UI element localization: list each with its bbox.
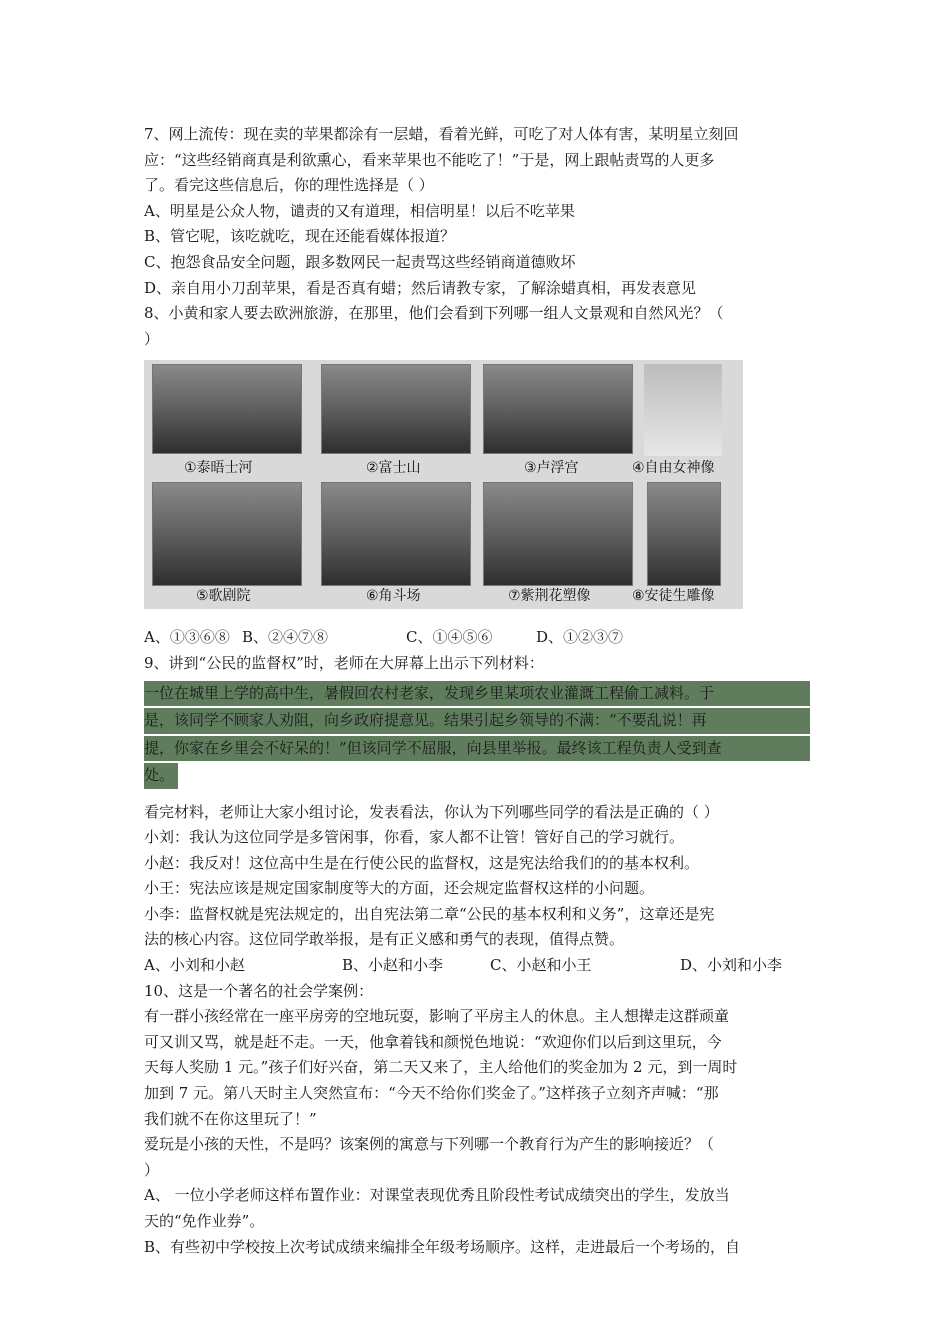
caption-2: ②富士山 <box>366 460 421 477</box>
question-8 <box>144 301 810 651</box>
q9-line: 法的核心内容。这位同学敢举报，是有正义感和勇气的表现，值得点赞。 <box>144 930 625 949</box>
photo-opera-house <box>152 482 302 586</box>
landmarks-photo-grid <box>144 360 743 609</box>
q10-line: 加到 7 元。第八天时主人突然宣布：“今天不给你们奖金了。”这样孩子立刻齐声喊：“那 <box>144 1084 719 1103</box>
q10-line: 可又训又骂，就是赶不走。一天，他拿着钱和颜悦色地说：“欢迎你们以后到这里玩，今 <box>144 1032 722 1051</box>
q9-material-line: 处。 <box>144 763 178 789</box>
photo-mount-fuji <box>321 364 471 454</box>
photo-thames <box>152 364 302 454</box>
photo-colosseum <box>321 482 471 586</box>
q9-material-line: 提，你家在乡里会不好呆的！”但该同学不屈服，向县里举报。最终该工程负责人受到查 <box>144 736 810 762</box>
q10-line: ） <box>144 1160 160 1179</box>
q7-line: 应：“这些经销商真是利欲熏心，看来苹果也不能吃了！”于是，网上跟帖责骂的人更多 <box>144 150 715 169</box>
q9-option-d: D、小刘和小李 <box>680 956 783 975</box>
q7-option-c: C、抱怨食品安全问题，跟多数网民一起责骂这些经销商道德败坏 <box>144 252 576 271</box>
q8-line: ） <box>144 329 160 348</box>
q10-line: 天每人奖励 1 元。”孩子们好兴奋，第二天又来了，主人给他们的奖金加为 2 元，到一周时 <box>144 1058 738 1077</box>
q7-line: 7、网上流传：现在卖的苹果都涂有一层蜡，看着光鲜，可吃了对人体有害，某明星立刻回 <box>144 125 739 143</box>
question-9 <box>144 651 810 979</box>
q8-option-d: D、①②③⑦ <box>536 628 624 647</box>
q10-line: 10、这是一个著名的社会学案例： <box>144 981 374 1000</box>
q9-line: 小刘：我认为这位同学是多管闲事，你看，家人都不让管！管好自己的学习就行。 <box>144 828 685 847</box>
q9-material-line: 是，该同学不顾家人劝阻，向乡政府提意见。结果引起乡领导的不满：“不要乱说！再 <box>144 708 810 734</box>
caption-4: ④自由女神像 <box>632 460 715 477</box>
q8-option-a: A、①③⑥⑧ <box>144 628 230 647</box>
photo-louvre <box>483 364 633 454</box>
q10-line: 有一群小孩经常在一座平房旁的空地玩耍，影响了平房主人的休息。主人想撵走这群顽童 <box>144 1007 730 1026</box>
caption-7: ⑦紫荆花塑像 <box>508 588 591 605</box>
q10-option-a-cont: 天的“免作业券”。 <box>144 1212 265 1230</box>
q10-line: 爱玩是小孩的天性，不是吗？该案例的寓意与下列哪一个教育行为产生的影响接近？（ <box>144 1135 715 1154</box>
q9-option-c: C、小赵和小王 <box>490 956 592 975</box>
caption-6: ⑥角斗场 <box>366 588 421 605</box>
q9-material-line: 一位在城里上学的高中生，暑假回农村老家，发现乡里某项农业灌溉工程偷工减料。于 <box>144 681 810 707</box>
question-content <box>144 122 810 1260</box>
q9-option-a: A、小刘和小赵 <box>144 956 245 975</box>
photo-andersen-statue <box>647 482 721 586</box>
q9-intro: 9、讲到“公民的监督权”时，老师在大屏幕上出示下列材料： <box>144 653 544 672</box>
q7-option-d: D、亲自用小刀刮苹果，看是否真有蜡；然后请教专家，了解涂蜡真相，再发表意见 <box>144 278 697 297</box>
question-10 <box>144 979 810 1261</box>
q8-option-c: C、①④⑤⑥ <box>406 628 493 647</box>
q10-line: 我们就不在你这里玩了！” <box>144 1109 317 1128</box>
q7-option-b: B、管它呢，该吃就吃，现在还能看媒体报道？ <box>144 227 456 246</box>
q8-option-b: B、②④⑦⑧ <box>242 628 329 647</box>
q7-line: 了。看完这些信息后，你的理性选择是（ ） <box>144 176 434 195</box>
question-7 <box>144 122 810 301</box>
q9-line: 小王：宪法应该是规定国家制度等大的方面，还会规定监督权这样的小问题。 <box>144 879 655 898</box>
q8-options <box>144 625 810 651</box>
caption-5: ⑤歌剧院 <box>196 588 251 605</box>
q7-option-a: A、明星是公众人物，谴责的又有道理，相信明星！以后不吃苹果 <box>144 201 575 220</box>
caption-3: ③卢浮宫 <box>524 460 579 477</box>
q9-line: 小李：监督权就是宪法规定的，出自宪法第二章“公民的基本权利和义务”，这章还是宪 <box>144 904 715 923</box>
q8-line: 8、小黄和家人要去欧洲旅游，在那里，他们会看到下列哪一组人文景观和自然风光？（ <box>144 304 724 323</box>
q9-line: 看完材料，老师让大家小组讨论，发表看法，你认为下列哪些同学的看法是正确的（ ） <box>144 802 719 821</box>
q9-line: 小赵：我反对！这位高中生是在行使公民的监督权，这是宪法给我们的的基本权利。 <box>144 853 700 872</box>
caption-1: ①泰晤士河 <box>184 460 253 477</box>
q10-option-b: B、有些初中学校按上次考试成绩来编排全年级考场顺序。这样，走进最后一个考场的，自 <box>144 1237 741 1256</box>
q9-highlighted-material <box>144 681 810 800</box>
q10-option-a: A、 一位小学老师这样布置作业：对课堂表现优秀且阶段性考试成绩突出的学生，发放当 <box>144 1186 730 1205</box>
q9-options <box>144 953 810 979</box>
q9-option-b: B、小赵和小李 <box>342 956 444 975</box>
photo-bauhinia-statue <box>483 482 633 586</box>
photo-statue-of-liberty <box>644 364 722 456</box>
caption-8: ⑧安徒生雕像 <box>632 588 715 605</box>
